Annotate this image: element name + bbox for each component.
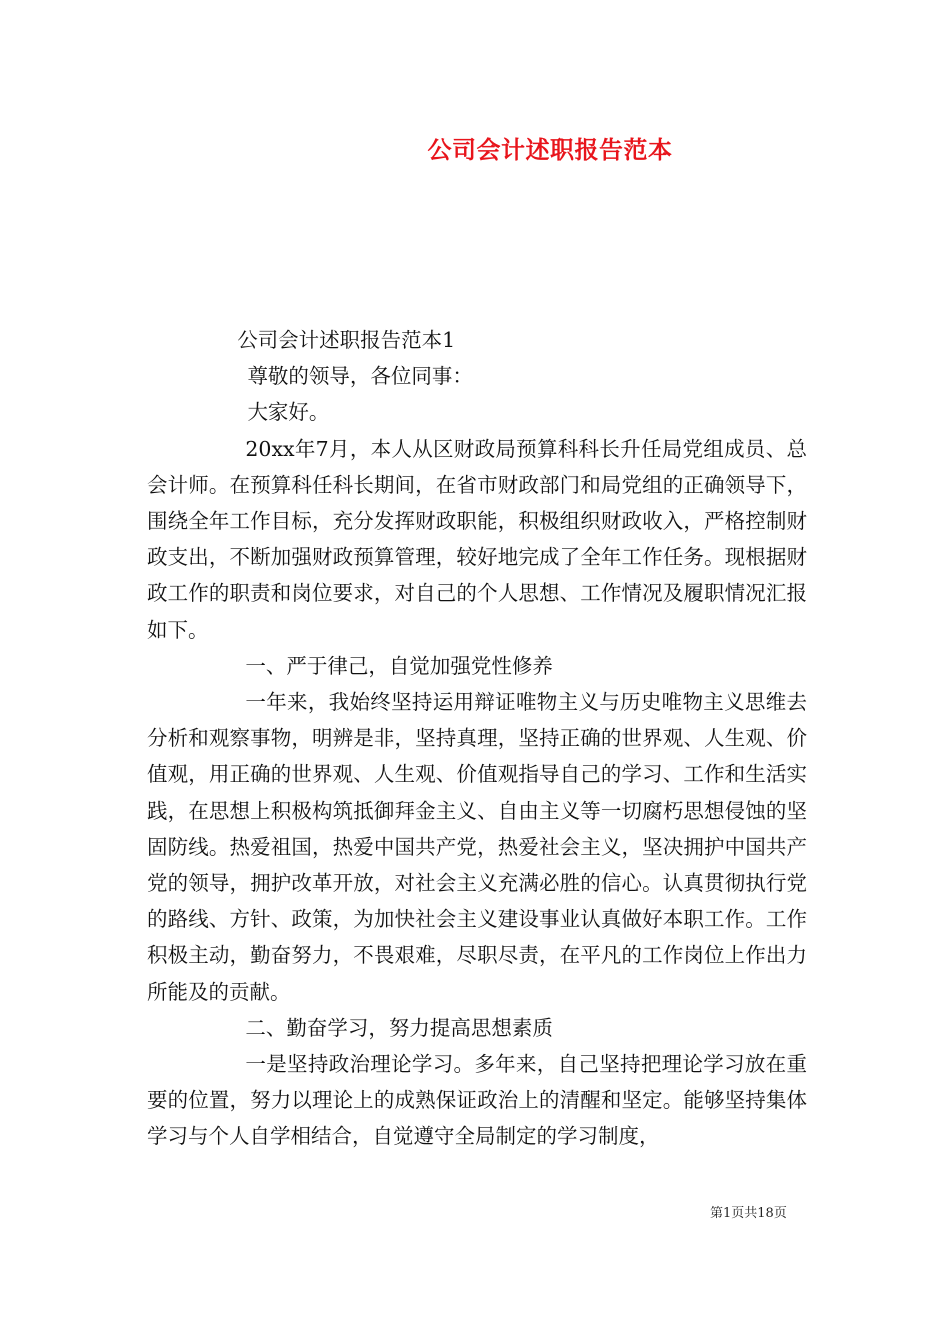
- heading-2: 二、勤奋学习，努力提高思想素质: [245, 1015, 553, 1040]
- document-title: 公司会计述职报告范本: [427, 135, 673, 164]
- section-title: 公司会计述职报告范本1: [237, 328, 456, 352]
- salutation: 尊敬的领导，各位同事：: [247, 364, 473, 389]
- paragraph-intro: 20xx年7月，本人从区财政局预算科科长升任局党组成员、总会计师。在预算科任科长期间，在省市财政部门和局党组的正确领导下，围绕全年工作目标，充分发挥财政职能，积极组织财政收入，严格控制财政支出，不断加强财政预算管理，较好地完成了全年工作任务。现根据财政工作的职责和岗位要求，对自己的个人思想、工作情况及履职情况汇报如下。: [147, 436, 807, 642]
- page-number: 第1页共18页: [710, 1206, 787, 1221]
- paragraph-2: 一是坚持政治理论学习。多年来，自己坚持把理论学习放在重要的位置，努力以理论上的成熟保证政治上的清醒和坚定。能够坚持集体学习与个人自学相结合，自觉遵守全局制定的学习制度，: [147, 1052, 807, 1149]
- heading-1: 一、严于律己，自觉加强党性修养: [245, 653, 553, 678]
- document-body: [147, 322, 807, 1155]
- greeting: 大家好。: [247, 400, 330, 425]
- paragraph-1: 一年来，我始终坚持运用辩证唯物主义与历史唯物主义思维去分析和观察事物，明辨是非，坚持真理，坚持正确的世界观、人生观、价值观，用正确的世界观、人生观、价值观指导自己的学习、工作和生活实践，在思想上积极构筑抵御拜金主义、自由主义等一切腐朽思想侵蚀的坚固防线。热爱祖国，热爱中国共产党，热爱社会主义，坚决拥护中国共产党的领导，拥护改革开放，对社会主义充满必胜的信心。认真贯彻执行党的路线、方针、政策，为加快社会主义建设事业认真做好本职工作。工作积极主动，勤奋努力，不畏艰难，尽职尽责，在平凡的工作岗位上作出力所能及的贡献。: [147, 690, 807, 1004]
